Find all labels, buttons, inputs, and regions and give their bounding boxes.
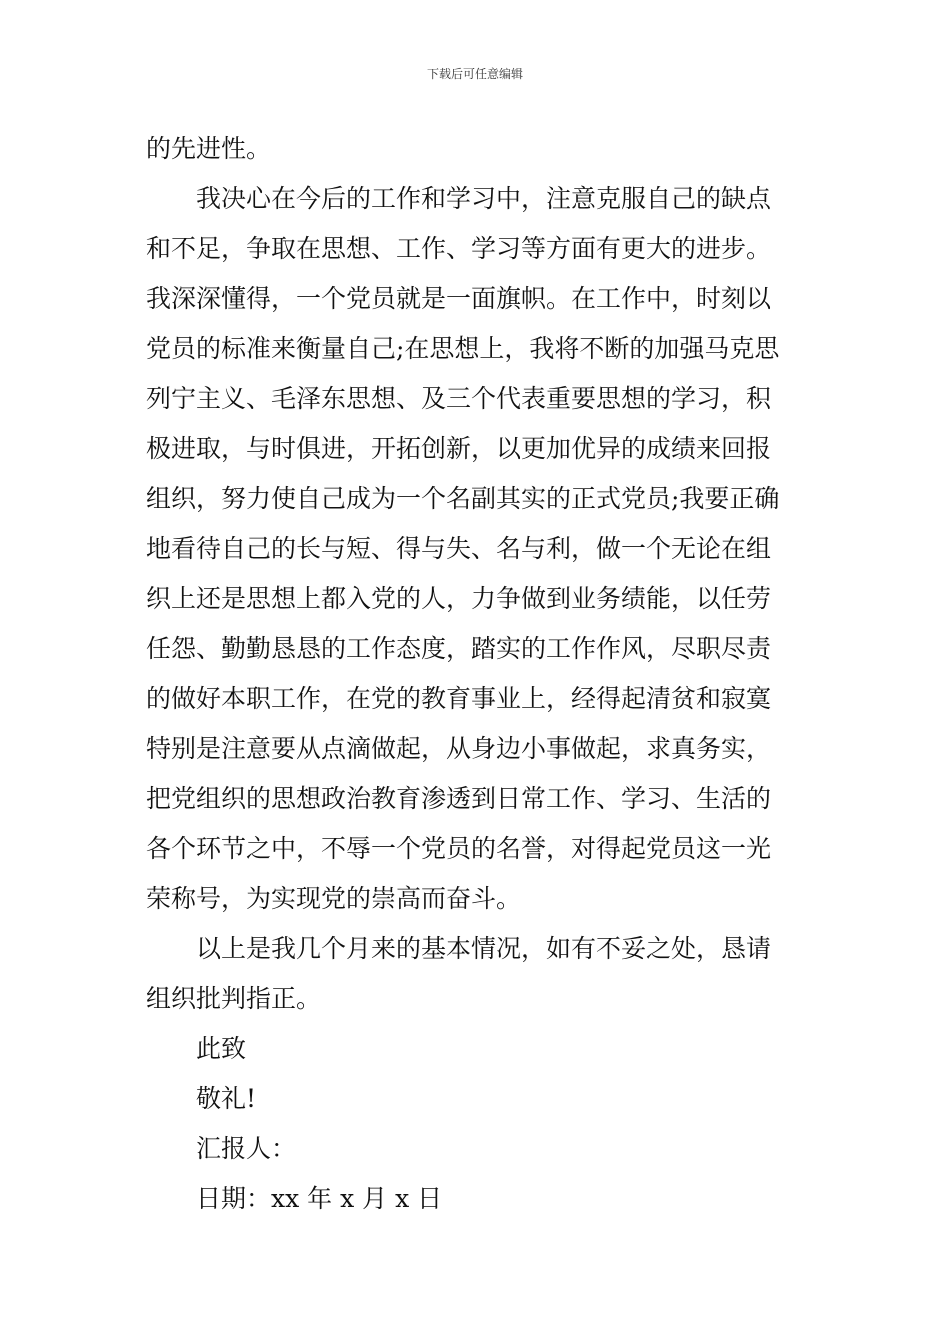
- text-line: 各个环节之中，不辱一个党员的名誉，对得起党员这一光: [146, 834, 772, 863]
- closing-salutation: 此致: [196, 1034, 247, 1063]
- text-line: 和不足，争取在思想、工作、学习等方面有更大的进步。: [146, 234, 772, 263]
- text-line: 的做好本职工作，在党的教育事业上，经得起清贫和寂寞: [146, 684, 772, 713]
- reporter-label: 汇报人：: [196, 1134, 297, 1163]
- text-line: 列宁主义、毛泽东思想、及三个代表重要思想的学习，积: [146, 384, 772, 413]
- closing-regards: 敬礼!: [196, 1084, 257, 1113]
- text-line: 组织，努力使自己成为一个名副其实的正式党员;我要正确: [146, 484, 780, 513]
- text-line: 特别是注意要从点滴做起，从身边小事做起，求真务实，: [146, 734, 772, 763]
- text-line: 任怨、勤勤恳恳的工作态度，踏实的工作作风，尽职尽责: [146, 634, 772, 663]
- text-line: 荣称号，为实现党的崇高而奋斗。: [146, 884, 522, 913]
- paragraph-start: 我决心在今后的工作和学习中，注意克服自己的缺点: [196, 184, 772, 213]
- text-line: 把党组织的思想政治教育渗透到日常工作、学习、生活的: [146, 784, 772, 813]
- text-line: 党员的标准来衡量自己;在思想上，我将不断的加强马克思: [146, 334, 780, 363]
- text-line: 织上还是思想上都入党的人，力争做到业务绩能，以任劳: [146, 584, 772, 613]
- text-line: 的先进性。: [146, 134, 272, 163]
- date-label: 日期：xx 年 x 月 x 日: [196, 1184, 443, 1213]
- text-line: 组织批判指正。: [146, 984, 322, 1013]
- text-line: 极进取，与时俱进，开拓创新，以更加优异的成绩来回报: [146, 434, 772, 463]
- paragraph-start: 以上是我几个月来的基本情况，如有不妥之处，恳请: [196, 934, 772, 963]
- text-line: 地看待自己的长与短、得与失、名与利，做一个无论在组: [146, 534, 772, 563]
- text-line: 我深深懂得，一个党员就是一面旗帜。在工作中，时刻以: [146, 284, 772, 313]
- page-header: 下载后可任意编辑: [426, 67, 523, 81]
